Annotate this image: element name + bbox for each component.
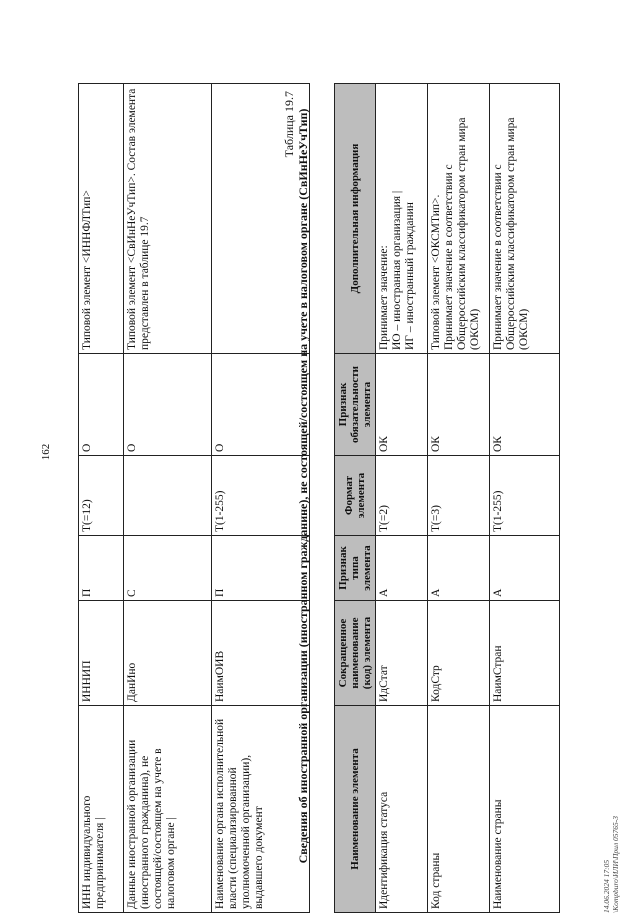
cell-code: НаимСтран (490, 601, 560, 706)
cell-format: T(1-255) (490, 456, 560, 536)
cell-req: ОК (428, 354, 490, 456)
cell-format: T(1-255) (212, 456, 310, 536)
cell-type: С (124, 536, 212, 601)
cell-format (124, 456, 212, 536)
cell-type: А (376, 536, 428, 601)
cell-format: T(=12) (79, 456, 124, 536)
cell-info: Типовой элемент <ОКСМТип>. Принимает значение в соответствии с Общероссийским классификатором стран мира (ОКСМ) (428, 84, 490, 354)
header-cell: Признак обязательности элемента (335, 354, 376, 456)
cell-code: ИдСтат (376, 601, 428, 706)
table-row (124, 84, 212, 913)
table-row (490, 84, 560, 913)
cell-name: Данные иностранной организации (иностранного гражданина), не состоящей/состоящем на учете в налоговом органе | (124, 706, 212, 913)
header-cell: Дополнительная информация (335, 84, 376, 354)
cell-name: Наименование страны (490, 706, 560, 913)
cell-info: Типовой элемент <ИННФЛТип> (79, 84, 124, 354)
cell-type: П (212, 536, 310, 601)
table-row (79, 84, 124, 913)
page-number: 162 (40, 443, 52, 461)
cell-req: ОК (490, 354, 560, 456)
stamp-line: 14.06.2024 17:05 (602, 859, 611, 913)
cell-info: Типовой элемент <СвИнНеУчТип>. Состав элемента представлен в таблице 19.7 (124, 84, 212, 354)
cell-code: НаимОИВ (212, 601, 310, 706)
cell-req: ОК (376, 354, 428, 456)
cell-code: ИННИП (79, 601, 124, 706)
continued-table (78, 83, 310, 913)
cell-type: А (490, 536, 560, 601)
print-stamp (602, 816, 620, 913)
cell-info: Принимает значение в соответствии с Общероссийским классификатором стран мира (ОКСМ) (490, 84, 560, 354)
table-title: Сведения об иностранной организации (иностранном гражданине), не состоящей/состоящем на учете в налоговом органе (СвИнНеУчТип) (296, 108, 310, 864)
continued-table-body (79, 84, 310, 913)
main-table-body (376, 84, 560, 913)
header-row (335, 84, 376, 913)
cell-name: Идентификация статуса (376, 706, 428, 913)
cell-type: А (428, 536, 490, 601)
cell-req: О (79, 354, 124, 456)
cell-name: Наименование органа исполнительной власти (специализированной уполномоченной организации), выдавшего документ (212, 706, 310, 913)
cell-name: ИНН индивидуального предпринимателя | (79, 706, 124, 913)
main-table (334, 83, 560, 913)
cell-code: ДанИно (124, 601, 212, 706)
header-cell: Признак типа элемента (335, 536, 376, 601)
cell-info: Принимает значение: ИО – иностранная организация | ИГ – иностранный гражданин (376, 84, 428, 354)
header-cell: Формат элемента (335, 456, 376, 536)
cell-name: Код страны (428, 706, 490, 913)
cell-req: О (212, 354, 310, 456)
cell-format: T(=2) (376, 456, 428, 536)
table-row (376, 84, 428, 913)
cell-format: T(=3) (428, 456, 490, 536)
cell-code: КодСтр (428, 601, 490, 706)
header-cell: Сокращенное наименование (код) элемента (335, 601, 376, 706)
table-row (428, 84, 490, 913)
header-cell: Наименование элемента (335, 706, 376, 913)
cell-req: О (124, 354, 212, 456)
table-label: Таблица 19.7 (282, 91, 296, 158)
stamp-line: \Kompburo\ИЛИ\Прил 05765-3 (611, 815, 620, 913)
cell-type: П (79, 536, 124, 601)
